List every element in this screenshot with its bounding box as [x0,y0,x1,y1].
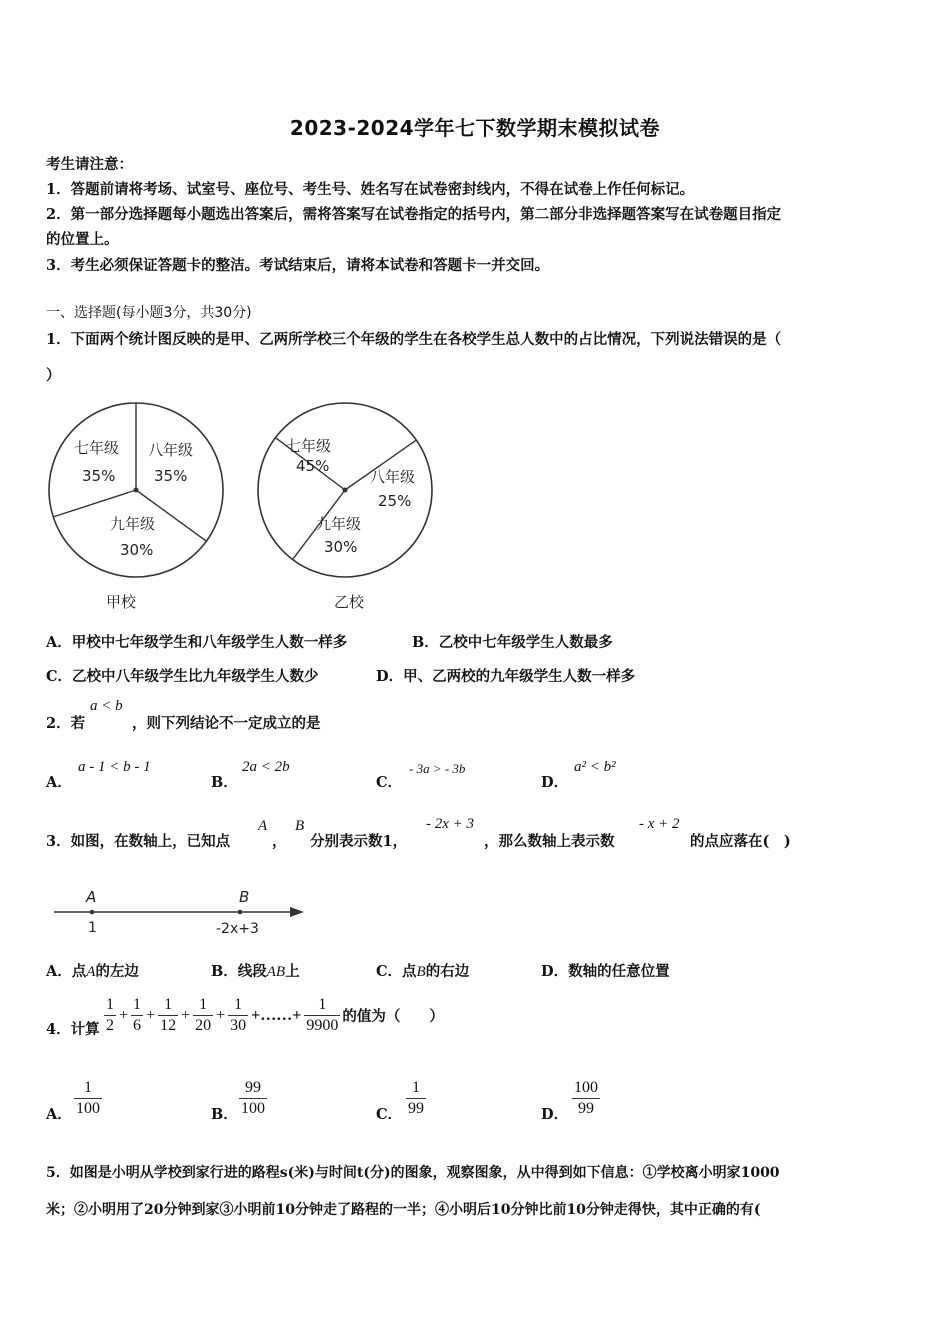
q2-option-b: 2a < 2b [242,759,290,775]
pie-label-jia-8: 八年级 [148,441,194,459]
notice-item-2: 2．第一部分选择题每小题选出答案后，需将答案写在试卷指定的括号内，第二部分非选择题答案写在试卷题目指定 [46,206,782,223]
pie-center-yi [343,488,348,493]
q4-frac-4: $\frac{1}{20}$ [195,996,212,1034]
q4-frac-6: $\frac{1}{9900}$ [306,996,339,1034]
number-line-value-a: 1 [88,920,97,936]
q2-condition: a < b [90,698,123,714]
pie-label-yi-7: 七年级 [286,437,332,455]
q3-option-a: A．点A的左边 [46,963,139,980]
q4-frac-1: $\frac{1}{2}$ [106,996,114,1034]
q3-stem-4: 的点应落在( ) [690,833,791,850]
q2-option-c: - 3a > - 3b [409,761,466,776]
pie-value-jia-9: 30% [120,541,154,559]
q1-option-b: B．乙校中七年级学生人数最多 [412,634,613,651]
q5-stem-line-2: 米；②小明用了20分钟到家③小明前10分钟走了路程的一半；④小明后10分钟比前10分钟走得快，其中正确的有( [46,1202,761,1218]
q4-frac-2: $\frac{1}{6}$ [133,996,142,1034]
q3-expr-2: - x + 2 [639,816,680,832]
q4-option-c-label: C． [376,1106,403,1123]
pie-label-jia-7: 七年级 [74,439,120,457]
q3-expr-1: - 2x + 3 [426,816,475,832]
q3-stem-1: 3．如图，在数轴上，已知点 [46,833,231,850]
q3-point-a: A [258,818,268,834]
pie-value-yi-8: 25% [378,492,412,510]
number-line-arrow-icon [290,907,304,917]
pie-title-yi: 乙校 [334,593,365,611]
q1-pie-charts [40,392,450,624]
q3-stem-2: 分别表示数1， [310,833,408,850]
q4-frac-5: $\frac{1}{30}$ [230,996,247,1034]
q2-option-c-label: C． [376,774,403,791]
q4-option-a: $\frac{1}{100}$ [76,1079,100,1117]
pie-value-yi-7: 45% [296,457,330,475]
q3-stem-3: ，那么数轴上表示数 [484,833,615,850]
q2-option-b-label: B． [211,774,238,791]
number-line-label-a: A [86,888,97,906]
q2-option-a-label: A． [46,774,72,791]
q4-option-c: $\frac{1}{99}$ [408,1079,424,1117]
number-line-point-b [238,910,243,915]
q1-option-c: C．乙校中八年级学生比九年级学生人数少 [46,668,319,685]
q3-option-c: C．点B的右边 [376,963,470,980]
q4-option-b-label: B． [211,1106,238,1123]
q1-stem: 1．下面两个统计图反映的是甲、乙两所学校三个年级的学生在各校学生总人数中的占比情况，下列说法错误的是（ [46,331,782,348]
q3-point-b: B [295,818,305,834]
notice-item-2-cont: 的位置上。 [46,231,119,248]
page-title: 2023-2024学年七下数学期末模拟试卷 [289,116,661,140]
pie-value-jia-7: 35% [82,467,116,485]
pie-label-yi-9: 九年级 [316,515,362,533]
pie-chart-jia [49,403,223,611]
pie-center-jia [134,488,139,493]
number-line-value-b: -2x+3 [216,921,259,937]
number-line-point-a [90,910,95,915]
q2-prefix: 2．若 [46,715,86,732]
q1-option-d: D．甲、乙两校的九年级学生人数一样多 [376,668,636,685]
q2-option-d: a² < b² [574,759,616,775]
q4-option-a-label: A． [46,1106,72,1123]
q1-option-a: A．甲校中七年级学生和八年级学生人数一样多 [46,634,348,651]
pie-value-jia-8: 35% [154,467,188,485]
notice-item-3: 3．考生必须保证答题卡的整洁。考试结束后，请将本试卷和答题卡一并交回。 [46,257,550,274]
q2-option-d-label: D． [541,774,569,791]
q5-stem-line-1: 5．如图是小明从学校到家行进的路程s(米)与时间t(分)的图象，观察图象，从中得到如下信息：①学校离小明家1000 [46,1165,780,1181]
q3-comma: ， [272,833,287,850]
q4-option-d-label: D． [541,1106,569,1123]
pie-label-jia-9: 九年级 [110,515,156,533]
pie-value-yi-9: 30% [324,538,358,556]
pie-label-yi-8: 八年级 [370,468,416,486]
notice-item-1: 1．答题前请将考场、试室号、座位号、考生号、姓名写在试卷密封线内，不得在试卷上作任何标记。 [46,181,695,198]
q1-stem-cont: ） [46,367,61,384]
q4-option-d: $\frac{100}{99}$ [574,1079,598,1117]
section-heading: 一、选择题(每小题3分，共30分) [46,305,252,321]
number-line-label-b: B [239,888,250,906]
q3-option-d: D．数轴的任意位置 [541,963,670,980]
q4-prefix: 4．计算 [46,1021,100,1038]
q3-number-line [48,882,318,942]
q3-option-b: B．线段AB上 [211,963,300,980]
q2-option-a: a - 1 < b - 1 [78,759,151,775]
q4-option-b: $\frac{99}{100}$ [241,1079,265,1117]
pie-title-jia: 甲校 [106,593,137,611]
notice-heading: 考生请注意： [46,156,133,173]
q4-expression: $\frac{1}{2}$ + $\frac{1}{6}$ + $\frac{1}{12}$ + $\frac{1}{20}$ + $\frac{1}{30}$ +……+ $\frac{1}{9900}$ 的值为（ ） [106,996,444,1034]
pie-chart-yi [258,403,432,611]
q4-frac-3: $\frac{1}{12}$ [160,996,177,1034]
q2-suffix: ，则下列结论不一定成立的是 [132,715,321,732]
